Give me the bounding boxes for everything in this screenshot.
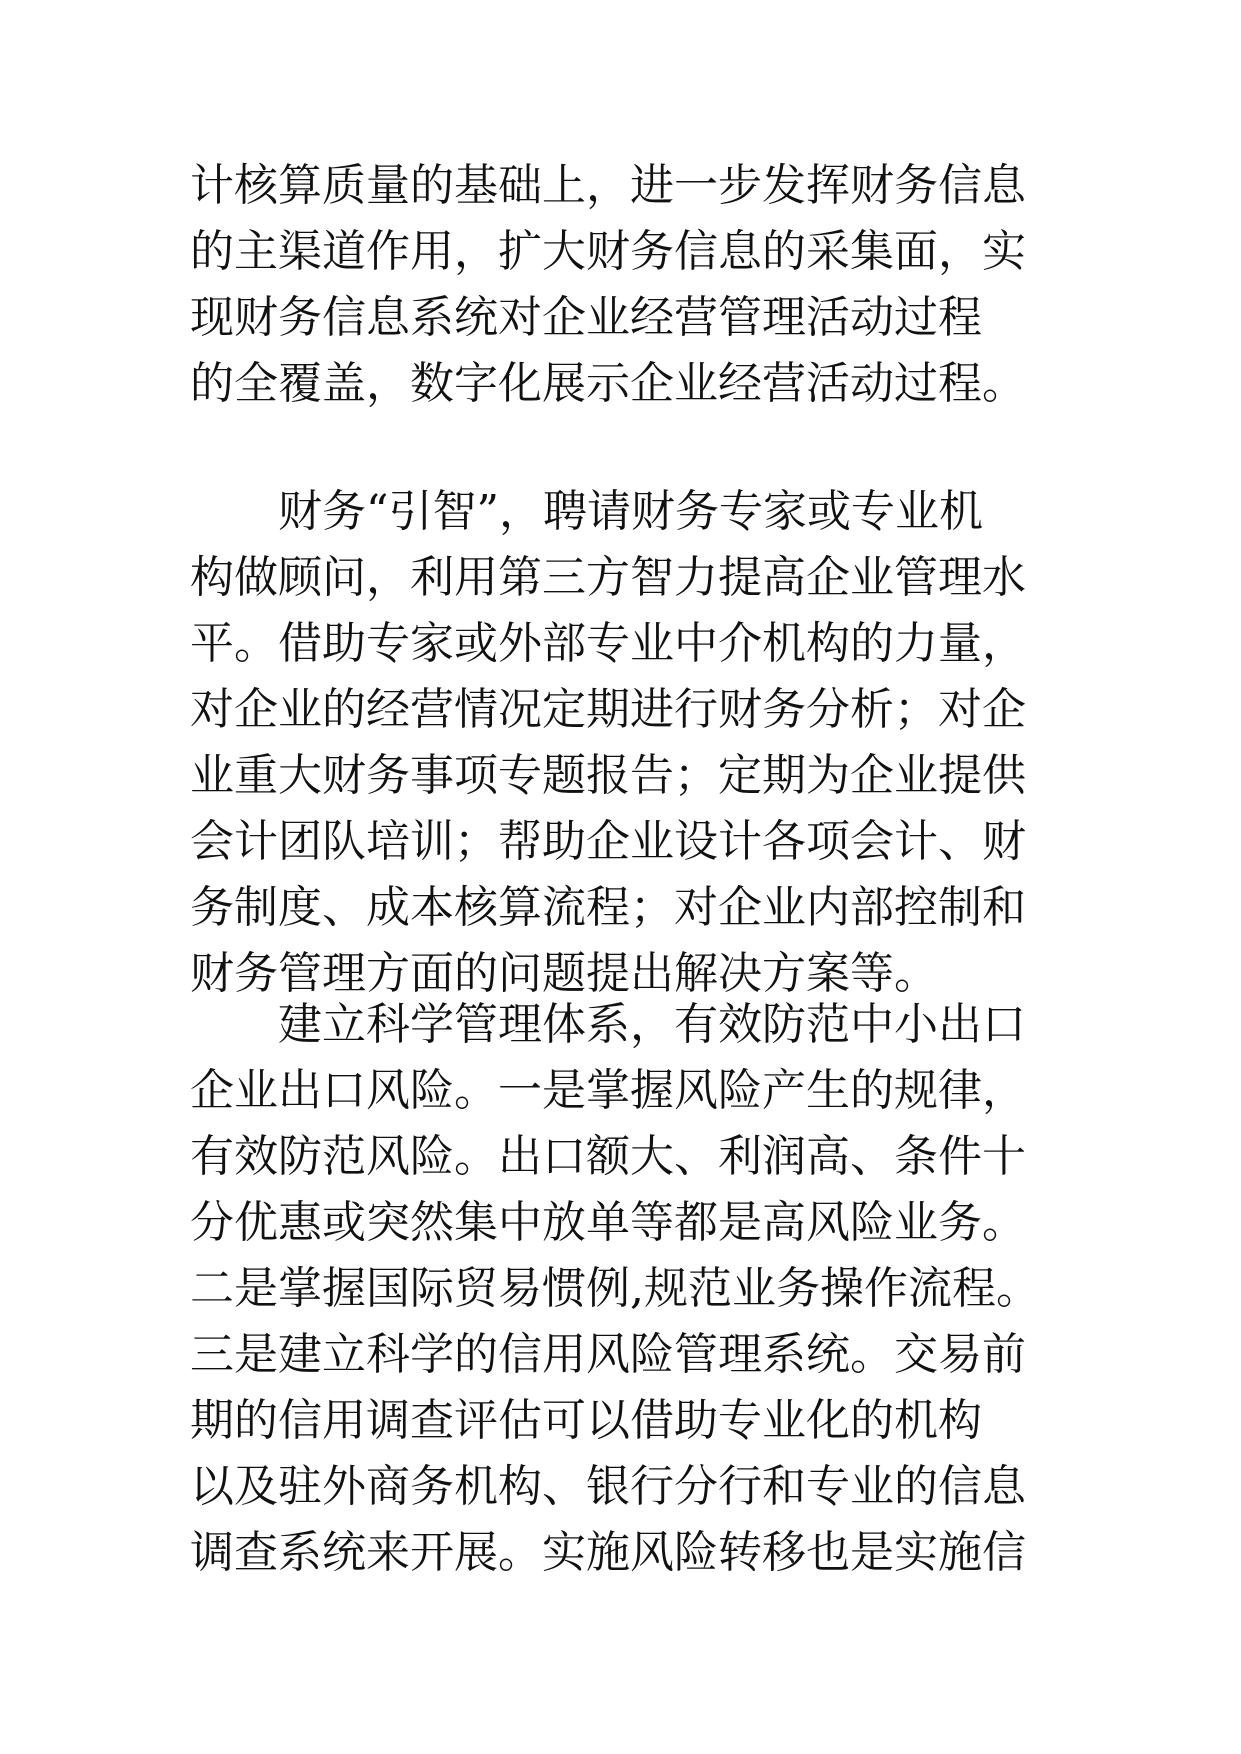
paragraph-line: 三是建立科学的信用风险管理系统。交易前 [190,1329,1026,1380]
paragraph-line: 会计团队培训；帮助企业设计各项会计、财 [190,816,1026,867]
paragraph-line: 财务管理方面的问题提出解决方案等。 [190,948,938,999]
paragraph-line: 以及驻外商务机构、银行分行和专业的信息 [190,1461,1026,1512]
paragraph-line: 业重大财务事项专题报告；定期为企业提供 [190,750,1026,801]
paragraph-line: 期的信用调查评估可以借助专业化的机构 [190,1395,982,1446]
paragraph-line: 二是掌握国际贸易惯例,规范业务操作流程。 [190,1263,1040,1314]
paragraph-line: 平。借助专家或外部专业中介机构的力量， [190,618,1026,669]
paragraph-2 [190,479,1070,1007]
paragraph-line: 财务“引智”，聘请财务专家或专业机 [278,486,983,537]
paragraph-line: 务制度、成本核算流程；对企业内部控制和 [190,882,1026,933]
paragraph-line: 现财务信息系统对企业经营管理活动过程 [190,292,982,343]
paragraph-line: 构做顾问，利用第三方智力提高企业管理水 [190,552,1026,603]
paragraph-line: 分优惠或突然集中放单等都是高风险业务。 [190,1197,1026,1248]
paragraph-line: 的主渠道作用，扩大财务信息的采集面，实 [190,226,1026,277]
paragraph-3 [190,992,1070,1586]
paragraph-line: 计核算质量的基础上，进一步发挥财务信息 [190,160,1026,211]
paragraph-line: 建立科学管理体系，有效防范中小出口 [278,999,1026,1050]
paragraph-line: 对企业的经营情况定期进行财务分析；对企 [190,684,1026,735]
paragraph-1 [190,153,1070,417]
paragraph-line: 的全覆盖，数字化展示企业经营活动过程。 [190,358,1026,409]
paragraph-line: 调查系统来开展。实施风险转移也是实施信 [190,1527,1026,1578]
paragraph-line: 有效防范风险。出口额大、利润高、条件十 [190,1131,1026,1182]
paragraph-line: 企业出口风险。一是掌握风险产生的规律， [190,1065,1026,1116]
